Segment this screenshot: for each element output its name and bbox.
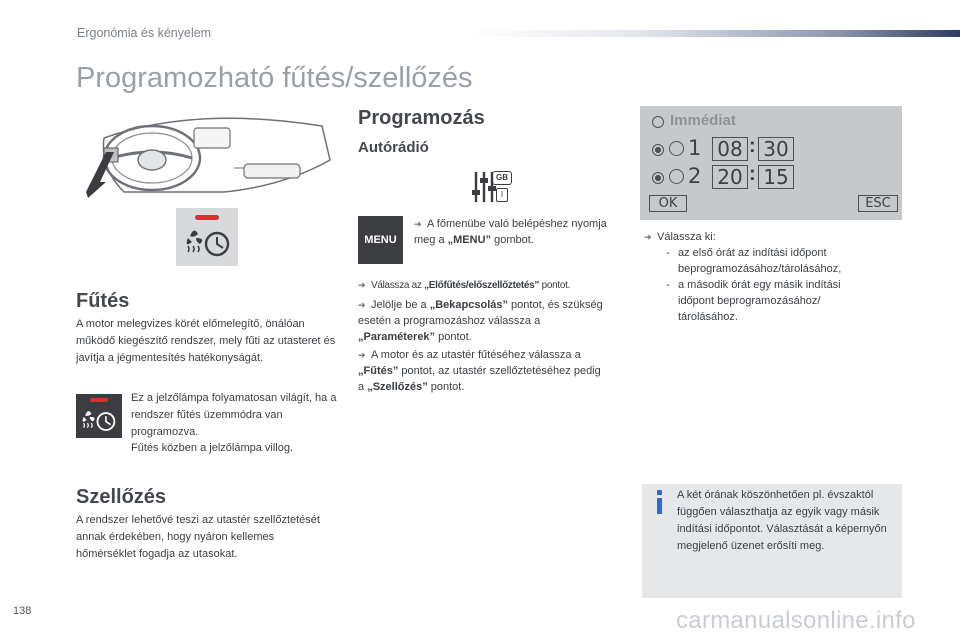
settings-sliders-icon [470, 168, 512, 206]
timer2-radio-icon [652, 172, 664, 184]
indicator-description: Ez a jelzőlámpa folyamatosan világít, ha a rendszer fűtés üzemmódra van programozva. [131, 392, 337, 438]
radio-subtitle: Autórádió [358, 139, 429, 156]
header-bar [470, 30, 960, 37]
watermark: carmanualsonline.info [676, 607, 916, 634]
select-item-2: - a második órát egy másik indítási időpont beprogramozásához/ tárolásához. [666, 279, 841, 323]
heating-mode-instruction: ➔ A motor és az utastér fűtéséhez válassza a „Fűtés” pontot, az utastér szellőztetéséhez pedig a „Szellőzés” pontot. [358, 349, 601, 393]
bullet-arrow-icon: ➔ [644, 232, 652, 242]
info-box [642, 484, 902, 598]
indicator-light-icon-small [90, 398, 108, 402]
immediate-label: Immédiat [670, 112, 736, 129]
dashboard-illustration [84, 108, 334, 198]
timer1-minute: 30 [758, 137, 794, 161]
timer2-clock-icon [669, 169, 684, 184]
info-text: A két órának köszönhetően pl. évszaktól függően választhatja az egyik vagy másik indítási időpontot. Választását a képernyőn megjelenő üzenet erősíti meg. [677, 489, 887, 552]
bullet-arrow-icon: ➔ [414, 219, 422, 229]
fan-clock-icon [182, 222, 234, 262]
programming-title: Programozás [358, 107, 485, 129]
menu-button-icon: MENU [358, 216, 403, 264]
gb-badge: GB [492, 171, 512, 185]
page-number: 138 [13, 605, 32, 617]
timer2-hour: 20 [712, 165, 748, 189]
immediate-radio-icon [652, 116, 664, 128]
timer-screen [640, 106, 902, 220]
timer2-minute: 15 [758, 165, 794, 189]
page-title: Programozható fűtés/szellőzés [76, 62, 473, 94]
timer1-hour: 08 [712, 137, 748, 161]
select-clock-instruction: ➔ Válassza ki: [644, 231, 716, 243]
bullet-arrow-icon: ➔ [358, 280, 366, 290]
timer2-number: 2 [688, 164, 702, 188]
ventilation-description: A rendszer lehetővé teszi az utastér szellőztetését annak érdekében, hogy nyáron kellemes hőmérséklet fogadja az utasokat. [76, 514, 320, 560]
select-item-1: - az első órát az indítási időpont beprogramozásához/tárolásához, [666, 247, 842, 275]
bullet-arrow-icon: ➔ [358, 350, 366, 360]
fan-clock-icon-small [79, 404, 119, 436]
timer1-radio-icon [652, 144, 664, 156]
heating-title: Fűtés [76, 290, 130, 312]
indicator-light-icon [195, 215, 219, 220]
timer1-clock-icon [669, 141, 684, 156]
activate-instruction: ➔ Jelölje be a „Bekapcsolás” pontot, és szükség esetén a programozáshoz válassza a „Paraméterek” pontot. [358, 299, 603, 343]
timer1-colon: : [749, 135, 756, 157]
indicator-flashing-note: Fűtés közben a jelzőlámpa villog. [131, 442, 294, 454]
ventilation-title: Szellőzés [76, 486, 167, 508]
info-badge-icon: I [496, 188, 508, 202]
heating-description: A motor melegvizes körét előmelegítő, önálóan működő kiegészítő rendszer, mely fűti az utasteret és javítja a jégmentesítés hatékonyságát. [76, 318, 336, 364]
section-header: Ergonómia és kényelem [77, 26, 212, 40]
bullet-arrow-icon: ➔ [358, 300, 366, 310]
heater-icon-panel [176, 208, 238, 266]
timer2-colon: : [749, 163, 756, 185]
info-icon [654, 490, 664, 514]
select-preheat-instruction: ➔ Válassza az „Előfűtés/előszellőztetés” pontot. [358, 277, 628, 294]
esc-button: ESC [858, 195, 898, 212]
menu-instruction: ➔ A főmenübe való belépéshez nyomja meg a „MENU” gombot. [414, 218, 607, 246]
ok-button: OK [649, 195, 687, 212]
heater-indicator-icon-small [76, 394, 122, 438]
timer1-number: 1 [688, 136, 702, 160]
